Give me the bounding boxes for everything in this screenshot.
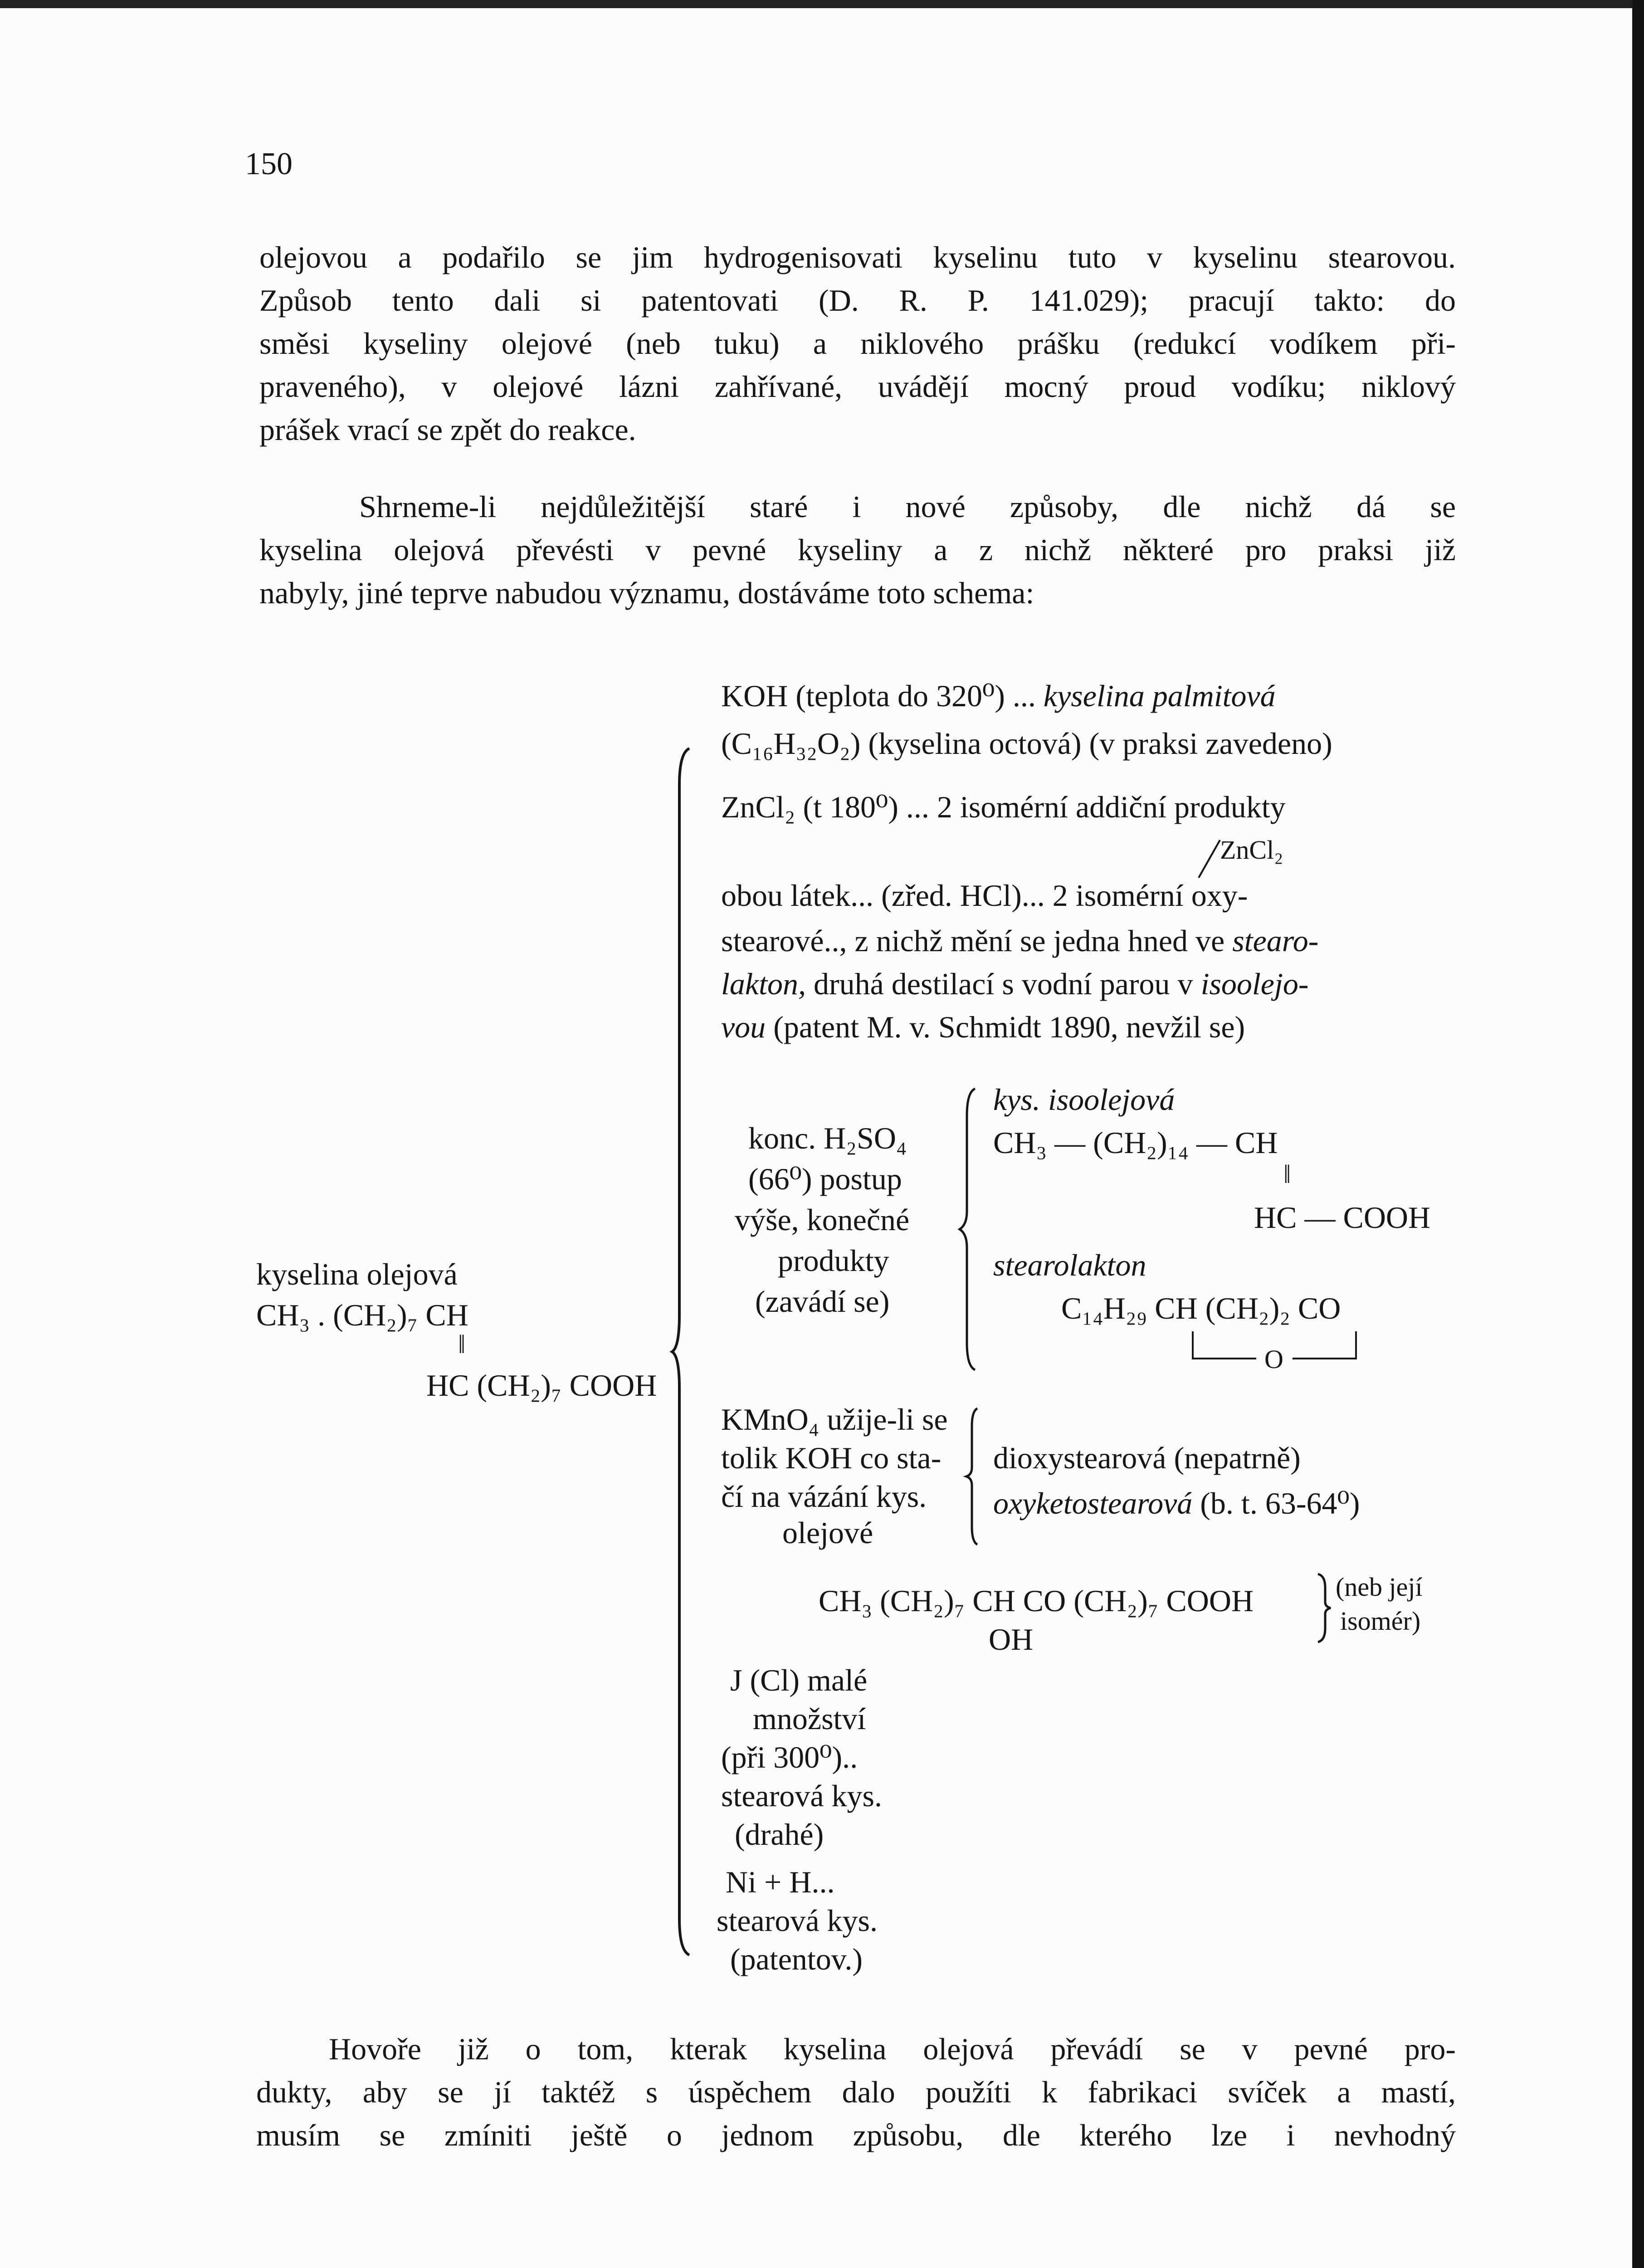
kmno4-brace [964, 1408, 986, 1545]
h2so4-cond-2: (66⁰) postup [748, 1162, 902, 1196]
zncl-line4 [721, 968, 1309, 999]
iodine-line-2: množství [753, 1701, 866, 1736]
h2so4-brace [957, 1089, 984, 1370]
zncl-line5 [721, 1012, 1245, 1042]
text-line: směsi kyseliny olejové (neb tuku) a niklového prášku (redukcí vodíkem při- [259, 326, 1456, 361]
summary-paragraph [259, 485, 1456, 615]
oxyketostearic-product [993, 1488, 1360, 1519]
text-line: praveného), v olejové lázni zahřívané, uvádějí mocný proud vodíku; niklový [259, 369, 1456, 404]
double-bond-mark: ‖ [458, 1330, 466, 1359]
zncl-slash [1195, 839, 1222, 880]
isomer-note-2: isomér) [1340, 1606, 1421, 1636]
h2so4-cond-4: produkty [778, 1243, 889, 1278]
scan-right-edge [1632, 0, 1644, 2268]
oxyketo-hydroxyl: OH [989, 1622, 1034, 1657]
text-line: prášek vrací se zpět do reakce. [259, 412, 636, 447]
isomer-brace [1315, 1574, 1333, 1642]
text-line: olejovou a podařilo se jim hydrogenisovati kyselinu tuto v kyselinu stearovou. [259, 240, 1456, 274]
zncl-text: stearové.., z nichž mění se jedna hned ve [721, 924, 1225, 958]
zncl-italic: lakton, [721, 967, 806, 1001]
page-number: 150 [245, 147, 293, 181]
stearolactone-name: stearolakton [993, 1248, 1146, 1282]
closing-paragraph [256, 2028, 1456, 2157]
main-brace [671, 748, 698, 1955]
h2so4-cond-3: výše, konečné [735, 1202, 910, 1237]
h2so4-cond-1: konc. H₂SO₄ [748, 1121, 907, 1155]
kmno4-cond-1: KMnO₄ užije-li se [721, 1402, 948, 1437]
koh-conditions: KOH (teplota do 320⁰) ... [721, 679, 1036, 713]
kmno4-cond-4: olejové [782, 1515, 873, 1550]
dioxystearic-product: dioxystearová (nepatrně) [993, 1441, 1301, 1475]
nickel-line-2: stearová kys. [717, 1903, 878, 1938]
iodine-line-1: J (Cl) malé [730, 1663, 868, 1697]
start-compound-name: kyselina olejová [256, 1257, 458, 1291]
iodine-line-5: (drahé) [735, 1817, 824, 1852]
kmno4-cond-3: čí na vázání kys. [721, 1479, 927, 1514]
scan-top-edge [0, 0, 1644, 8]
zncl-italic: isoolejo- [1200, 967, 1309, 1001]
koh-line2: (C₁₆H₃₂O₂) (kyselina octová) (v praksi zavedeno) [721, 726, 1332, 761]
stearolactone-formula: C₁₄H₂₉ CH (CH₂)₂ CO [1061, 1291, 1341, 1325]
lactone-ring-left [1192, 1331, 1194, 1359]
zncl-line3 [721, 925, 1318, 956]
iodine-line-4: stearová kys. [721, 1779, 883, 1813]
h2so4-cond-5: (zavádí se) [755, 1284, 890, 1319]
iodine-line-3: (při 300⁰).. [721, 1740, 858, 1774]
isooleic-name: kys. isoolejová [993, 1082, 1175, 1117]
zncl-italic: vou [721, 1010, 766, 1044]
zncl-text: (patent M. v. Schmidt 1890, nevžil se) [773, 1010, 1245, 1044]
koh-line1 [721, 680, 1276, 711]
koh-product: kyselina palmitová [1043, 679, 1276, 713]
text-line: Shrneme-li nejdůležitější staré i nové způsoby, dle nichž dá se [359, 489, 1456, 524]
start-formula-line1: CH₃ . (CH₂)₇ CH [256, 1298, 468, 1332]
lactone-ring-bottom-left [1192, 1358, 1256, 1359]
text-line: Hovoře již o tom, kterak kyselina olejová převádí se v pevné pro- [329, 2032, 1456, 2066]
lactone-ring-right [1355, 1331, 1357, 1359]
double-bond-mark: ‖ [1283, 1159, 1291, 1189]
oxyketostearic-mp: (b. t. 63-64⁰) [1200, 1486, 1360, 1520]
zncl-italic: stearo- [1232, 924, 1319, 958]
text-line: kyselina olejová převésti v pevné kyseliny a z nichž některé pro praksi již [259, 533, 1456, 567]
text-line: nabyly, jiné teprve nabudou významu, dostáváme toto schema: [259, 576, 1034, 610]
zncl-line2: obou látek... (zřed. HCl)... 2 isomérní oxy- [721, 878, 1248, 913]
zncl-superscript: ZnCl₂ [1220, 835, 1283, 865]
kmno4-cond-2: tolik KOH co sta- [721, 1441, 942, 1475]
text-line: musím se zmíniti ještě o jednom způsobu, dle kterého lze i nevhodný [256, 2118, 1456, 2152]
isooleic-formula-1: CH₃ — (CH₂)₁₄ — CH [993, 1125, 1278, 1160]
isomer-note-1: (neb její [1336, 1572, 1423, 1602]
start-formula-line2: HC (CH₂)₇ COOH [426, 1368, 657, 1403]
nickel-line-1: Ni + H... [726, 1865, 835, 1899]
isooleic-formula-2: HC — COOH [1254, 1200, 1431, 1235]
lactone-ring-bottom-right [1293, 1358, 1357, 1359]
intro-paragraph [259, 236, 1456, 451]
lactone-ring-oxygen: O [1264, 1344, 1283, 1374]
zncl-text: druhá destilací s vodní parou v [813, 967, 1193, 1001]
zncl-line1: ZnCl₂ (t 180⁰) ... 2 isomérní addiční produkty [721, 790, 1286, 824]
oxyketo-formula: CH₃ (CH₂)₇ CH CO (CH₂)₇ COOH [819, 1584, 1254, 1618]
text-line: dukty, aby se jí taktéž s úspěchem dalo použíti k fabrikaci svíček a mastí, [256, 2075, 1456, 2109]
text-line: Způsob tento dali si patentovati (D. R. P. 141.029); pracují takto: do [259, 283, 1456, 318]
nickel-line-3: (patentov.) [730, 1942, 863, 1976]
oxyketostearic-name: oxyketostearová [993, 1486, 1193, 1520]
